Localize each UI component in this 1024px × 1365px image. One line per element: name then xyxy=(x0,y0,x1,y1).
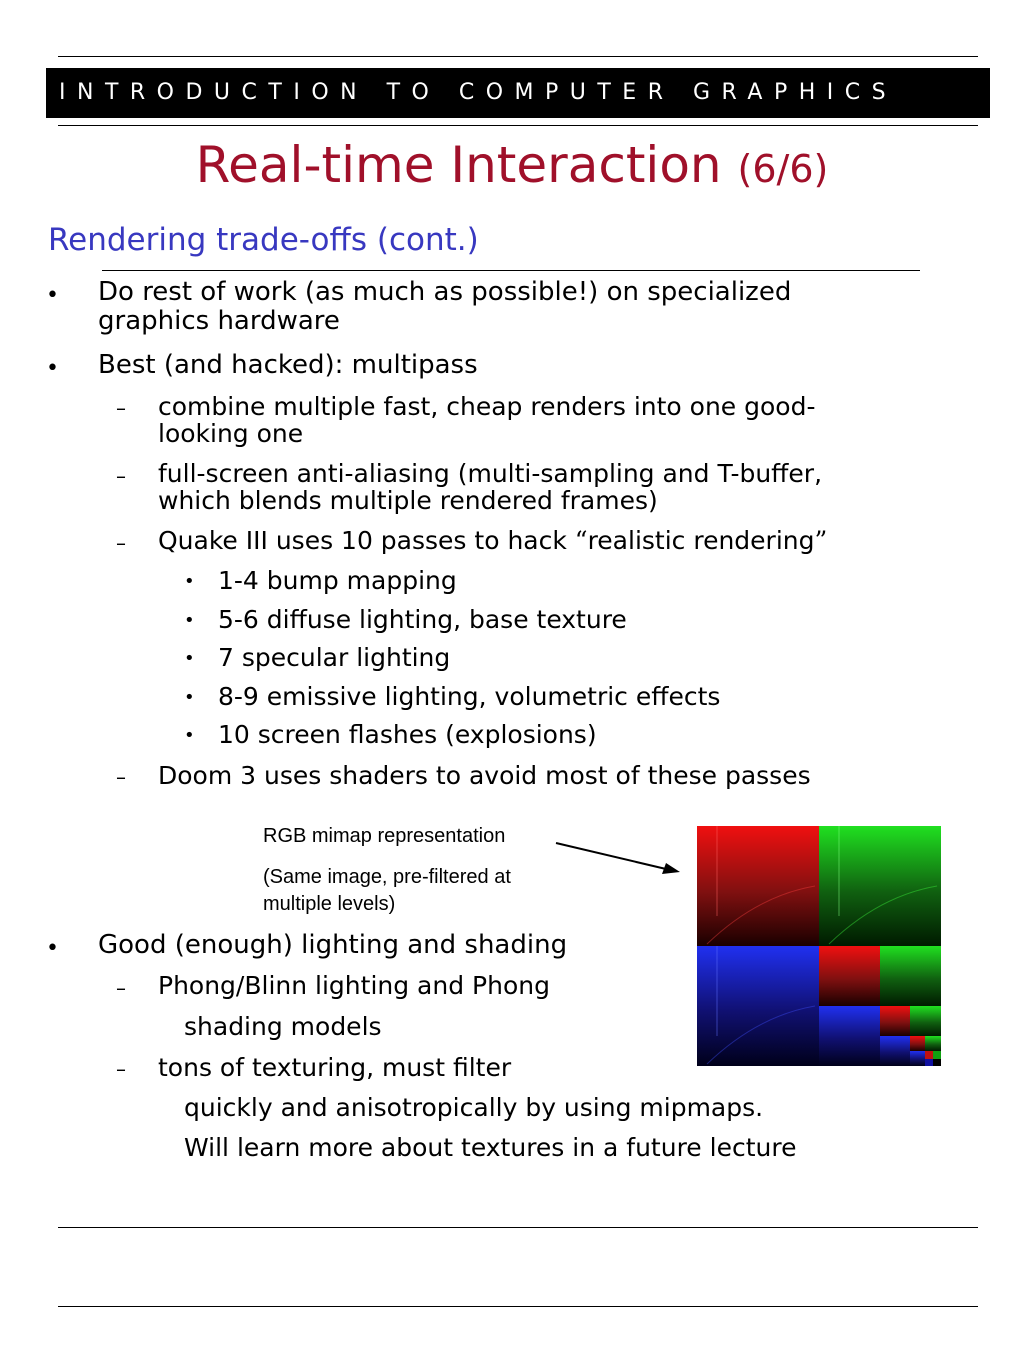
bullet-marker: • xyxy=(46,356,59,381)
open-quote: “ xyxy=(574,526,588,555)
subtitle-rule xyxy=(102,270,920,271)
figure-caption-sub-line-1: (Same image, pre-filtered at xyxy=(263,866,511,888)
header-bottom-rule xyxy=(58,125,978,126)
dash-marker: – xyxy=(116,531,126,555)
footer-rule-bottom xyxy=(58,1306,978,1307)
pass-item: 10 screen flashes (explosions) xyxy=(218,720,597,749)
bullet-3-sub-1-line-2: shading models xyxy=(184,1012,382,1041)
bullet-3: Good (enough) lighting and shading xyxy=(98,930,568,960)
bullet-marker: • xyxy=(184,648,195,669)
bullet-2-sub-1-line-1: combine multiple fast, cheap renders into one good- xyxy=(158,392,816,421)
bullet-marker: • xyxy=(184,610,195,631)
bullet-marker: • xyxy=(46,936,59,961)
figure-caption-sub-line-2: multiple levels) xyxy=(263,893,396,915)
dash-marker: – xyxy=(116,464,126,488)
figure-caption-main: RGB mimap representation xyxy=(263,825,506,847)
bullet-2-sub-2-line-1: full-screen anti-aliasing (multi-sampling and T-buffer, xyxy=(158,459,823,488)
slide-title-number: (6/6) xyxy=(737,147,829,191)
bullet-1-line-2: graphics hardware xyxy=(98,306,340,336)
bullet-marker: • xyxy=(184,687,195,708)
dash-marker: – xyxy=(116,1057,126,1081)
bullet-marker: • xyxy=(46,283,59,308)
bullet-2-sub-3 xyxy=(158,527,827,555)
pass-item: 1-4 bump mapping xyxy=(218,566,457,595)
slide-title-text: Real-time Interaction xyxy=(195,136,722,194)
bullet-2-sub-1-line-2: looking one xyxy=(158,419,304,448)
quake-text: Quake III uses 10 passes to hack xyxy=(158,526,575,555)
bullet-marker: • xyxy=(184,571,195,592)
slide-subtitle: Rendering trade-offs (cont.) xyxy=(48,222,479,258)
quoted-text: realistic rendering xyxy=(587,526,815,555)
dash-marker: – xyxy=(116,765,126,789)
bullet-1-line-1: Do rest of work (as much as possible!) on specialized xyxy=(98,277,792,307)
caption-arrow xyxy=(556,838,686,878)
course-header: INTRODUCTION TO COMPUTER GRAPHICS xyxy=(46,68,990,118)
bullet-2: Best (and hacked): multipass xyxy=(98,350,478,380)
bullet-3-sub-2-line-2: quickly and anisotropically by using mipmaps. xyxy=(184,1093,764,1122)
bullet-3-sub-2-line-3: Will learn more about textures in a future lecture xyxy=(184,1133,797,1162)
rgb-mipmap-image xyxy=(697,826,941,1066)
pass-item: 5-6 diffuse lighting, base texture xyxy=(218,605,627,634)
bullet-2-sub-4: Doom 3 uses shaders to avoid most of these passes xyxy=(158,761,811,790)
slide-title xyxy=(0,136,1024,194)
dash-marker: – xyxy=(116,976,126,1000)
bullet-marker: • xyxy=(184,725,195,746)
bullet-2-sub-2-line-2: which blends multiple rendered frames) xyxy=(158,486,658,515)
bullet-3-sub-2-line-1: tons of texturing, must filter xyxy=(158,1053,512,1082)
footer-rule-top xyxy=(58,1227,978,1228)
close-quote: ” xyxy=(814,526,828,555)
pass-item: 7 specular lighting xyxy=(218,643,451,672)
bullet-3-sub-1-line-1: Phong/Blinn lighting and Phong xyxy=(158,971,550,1000)
dash-marker: – xyxy=(116,396,126,420)
pass-item: 8-9 emissive lighting, volumetric effects xyxy=(218,682,721,711)
top-rule xyxy=(58,56,978,57)
